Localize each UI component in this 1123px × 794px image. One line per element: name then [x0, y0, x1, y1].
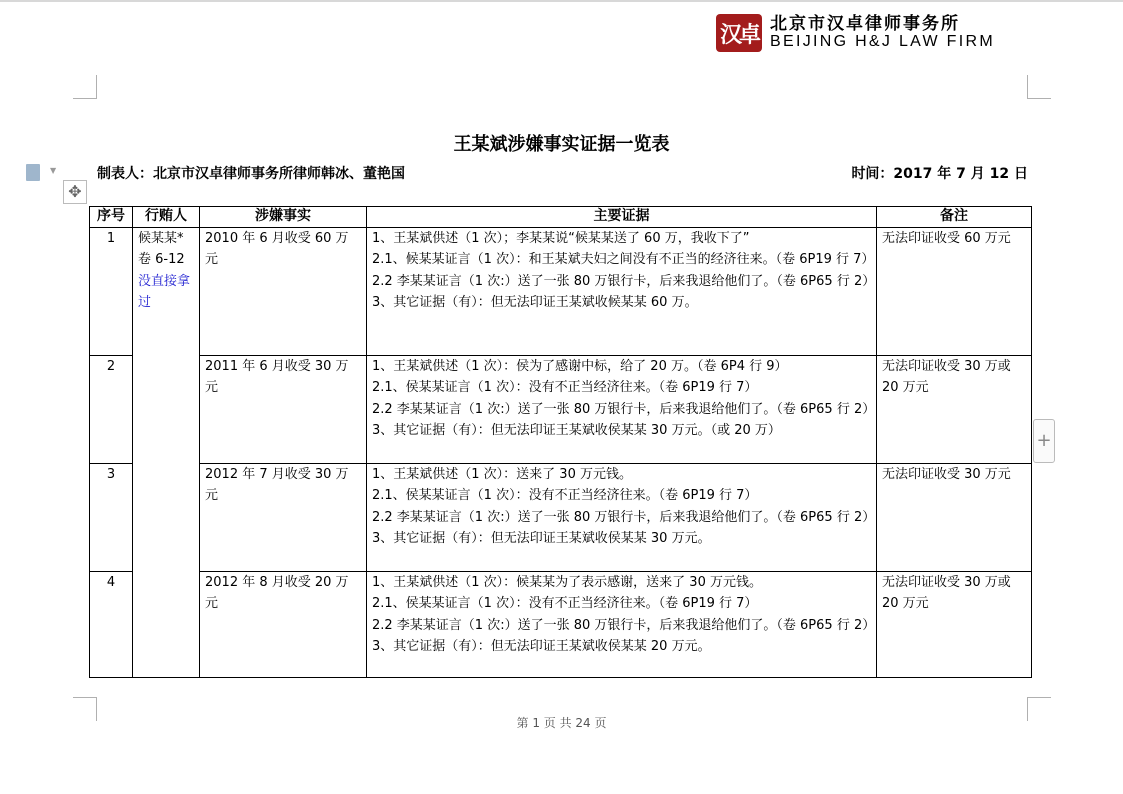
evidence-cell	[367, 464, 877, 572]
page-number: 第 1 页 共 24 页	[516, 716, 607, 730]
evidence-item: 3、其它证据（有）：但无法印证王某斌收候某某 60 万。	[372, 295, 698, 311]
evidence-item: 1、王某斌供述（1 次）；李某某说“候某某送了 60 万，我收下了”	[372, 231, 750, 246]
evidence-item: 2.1、侯某某证言（1 次）：没有不正当经济往来。（卷 6P19 行 7）	[372, 380, 758, 396]
briber-ref: 卷 6-12	[138, 252, 185, 268]
crop-mark	[1027, 75, 1051, 99]
row-number: 1	[90, 228, 133, 356]
evidence-table	[89, 206, 1032, 678]
table-header-row	[90, 207, 1032, 228]
evidence-cell	[367, 228, 877, 356]
evidence-item: 2.1、侯某某证言（1 次）：没有不正当经济往来。（卷 6P19 行 7）	[372, 488, 758, 504]
firm-name-cn: 北京市汉卓律师事务所	[770, 14, 960, 34]
header-no: 序号	[90, 207, 133, 228]
remark-cell: 无法印证收受 30 万或 20 万元	[877, 356, 1032, 464]
table-row	[90, 356, 1032, 464]
document-title: 王某斌涉嫌事实证据一览表	[453, 134, 670, 155]
header-remark: 备注	[877, 207, 1032, 228]
table-move-handle-icon[interactable]: ✥	[63, 180, 87, 204]
crop-mark	[73, 75, 97, 99]
remark-cell: 无法印证收受 60 万元	[877, 228, 1032, 356]
evidence-item: 2.2 李某某证言（1 次:）送了一张 80 万银行卡，后来我退给他们了。（卷 6P65 行 2）	[372, 617, 876, 633]
evidence-item: 2.2 李某某证言（1 次:）送了一张 80 万银行卡，后来我退给他们了。（卷 6P65 行 2）	[372, 401, 876, 417]
add-row-button[interactable]: +	[1033, 419, 1055, 463]
date-line: 时间：2017 年 7 月 12 日	[851, 166, 1028, 182]
firm-name-en: BEIJING H&J LAW FIRM	[770, 33, 995, 50]
briber-cell	[133, 228, 200, 678]
fact-cell: 2011 年 6 月收受 30 万元	[200, 356, 367, 464]
evidence-item: 3、其它证据（有）：但无法印证王某斌收侯某某 30 万元。（或 20 万）	[372, 423, 781, 439]
author-line: 制表人：北京市汉卓律师事务所律师韩冰、董艳国	[97, 166, 405, 182]
document-icon[interactable]	[26, 164, 40, 181]
evidence-item: 1、王某斌供述（1 次）：送来了 30 万元钱。	[372, 467, 632, 482]
evidence-cell	[367, 572, 877, 678]
header-fact: 涉嫌事实	[200, 207, 367, 228]
header-briber: 行贿人	[133, 207, 200, 228]
evidence-item: 1、王某斌供述（1 次）：候某某为了表示感谢，送来了 30 万元钱。	[372, 575, 762, 590]
top-border	[0, 0, 1123, 2]
row-number: 3	[90, 464, 133, 572]
firm-logo	[716, 14, 995, 52]
briber-note: 没直接拿过	[138, 273, 191, 311]
header-evidence: 主要证据	[367, 207, 877, 228]
dropdown-arrow-icon[interactable]: ▼	[50, 166, 57, 175]
firm-seal-logo: 汉卓	[716, 14, 762, 52]
row-number: 2	[90, 356, 133, 464]
evidence-item: 2.2 李某某证言（1 次:）送了一张 80 万银行卡，后来我退给他们了。（卷 6P65 行 2）	[372, 509, 876, 525]
fact-cell: 2012 年 8 月收受 20 万元	[200, 572, 367, 678]
remark-cell: 无法印证收受 30 万或 20 万元	[877, 572, 1032, 678]
evidence-item: 1、王某斌供述（1 次）：侯为了感谢中标，给了 20 万。（卷 6P4 行 9）	[372, 359, 788, 374]
fact-cell: 2010 年 6 月收受 60 万元	[200, 228, 367, 356]
table-row	[90, 464, 1032, 572]
row-number: 4	[90, 572, 133, 678]
table-row	[90, 228, 1032, 356]
table-row	[90, 572, 1032, 678]
remark-cell: 无法印证收受 30 万元	[877, 464, 1032, 572]
briber-name: 候某某*	[138, 231, 184, 246]
evidence-item: 2.1、候某某证言（1 次）：和王某斌夫妇之间没有不正当的经济往来。（卷 6P19 行 7）	[372, 252, 875, 268]
evidence-item: 3、其它证据（有）：但无法印证王某斌收侯某某 20 万元。	[372, 639, 711, 655]
evidence-item: 2.2 李某某证言（1 次:）送了一张 80 万银行卡，后来我退给他们了。（卷 6P65 行 2）	[372, 273, 876, 289]
evidence-item: 2.1、侯某某证言（1 次）：没有不正当经济往来。（卷 6P19 行 7）	[372, 596, 758, 612]
fact-cell: 2012 年 7 月收受 30 万元	[200, 464, 367, 572]
evidence-cell	[367, 356, 877, 464]
evidence-item: 3、其它证据（有）：但无法印证王某斌收侯某某 30 万元。	[372, 531, 711, 547]
